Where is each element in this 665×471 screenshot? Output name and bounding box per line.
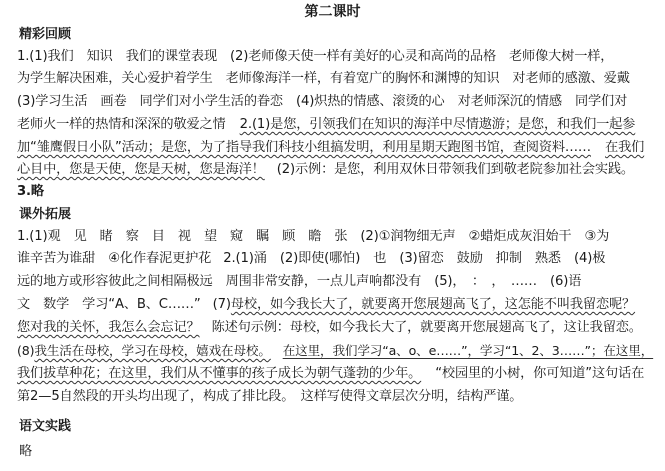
section-heading-review: 精彩回顾 bbox=[19, 27, 72, 42]
extension-line-1: 1.(1)观 见 睹 察 目 视 望 窥 瞩 顾 瞻 张 (2)①润物细无声 ②蜡炬成灰泪始干 ③为 bbox=[17, 229, 610, 244]
extension-item-8-answer-d: “校园里的小树，你可知道”这句话在 bbox=[435, 366, 645, 381]
extension-line-8: 第2—5自然段的开头均出现了，构成了排比段。 这样写使得文章层次分明，结构严谨。 bbox=[17, 389, 523, 404]
extension-item-8-label: (8) bbox=[17, 343, 35, 358]
extension-item-7-answer-cont: 您对我的关怀，我怎么会忘记？ bbox=[17, 320, 200, 335]
extension-line-7 bbox=[17, 365, 655, 383]
extension-item-7-example: 陈述句示例：母校，如今我长大了，就要离开您展翅高飞了，这让我留恋。 bbox=[211, 320, 642, 335]
review-line-5 bbox=[17, 139, 655, 157]
review-line-4-text: 老师火一样的热情和深深的敬爱之情 bbox=[17, 117, 226, 132]
extension-item-7-label: (7) bbox=[212, 297, 231, 312]
extension-line-4 bbox=[17, 296, 655, 314]
extension-line-2a: 谁辛苦为谁甜 ④化作春泥更护花 bbox=[17, 251, 212, 266]
review-answer-2-part-d: 心目中，您是天使，您是天树，您是海洋！ bbox=[17, 162, 265, 177]
extension-item-7-answer: 母校，如今我长大了，就要离开您展翅高飞了，这怎能不叫我留恋呢？ bbox=[230, 297, 636, 312]
section-heading-practice: 语文实践 bbox=[19, 419, 72, 434]
page-title: 第二课时 bbox=[304, 4, 361, 20]
extension-line-4a: 文 数学 学习“A、B、C……” bbox=[17, 297, 201, 312]
section-heading-extension: 课外拓展 bbox=[19, 207, 72, 222]
review-answer-2-part-a: 2.(1)是您，引领我们在知识的海洋中尽情遨游；是您，和我们一起参 bbox=[239, 117, 636, 132]
practice-line-1: 略 bbox=[19, 444, 33, 459]
extension-line-6 bbox=[17, 342, 655, 360]
review-line-6 bbox=[17, 161, 655, 179]
extension-line-5 bbox=[17, 319, 655, 337]
review-line-1: 1.(1)我们 知识 我们的课堂表现 (2)老师像天使一样有美好的心灵和高尚的品格 老师像大树一样， bbox=[17, 49, 614, 64]
extension-line-2 bbox=[17, 250, 655, 268]
review-line-3: (3)学习生活 画卷 同学们对小学生活的眷恋 (4)炽热的情感、滚烫的心 对老师深沉的情感 同学们对 bbox=[17, 94, 628, 109]
extension-item-8-answer-a: 我生活在母校，学习在母校，嬉戏在母校。 bbox=[34, 343, 271, 358]
extension-item-8-answer-c: 我们拔草种花；在这里，我们从不懂事的孩子成长为朝气蓬勃的少年。 bbox=[17, 366, 422, 381]
review-answer-2-part-b: 加“雏鹰假日小队”活动；是您，为了指导我们科技小组搞发明，利用星期天跑图书馆，查阅资料…… bbox=[17, 140, 591, 155]
review-line-2: 为学生解决困难，关心爱护着学生 老师像海洋一样，有着宽广的胸怀和渊博的知识 对老师的感激、爱戴 bbox=[17, 71, 630, 86]
extension-line-2b: 2.(1)涌 (2)即使(哪怕) 也 (3)留恋 鼓励 抑制 熟悉 (4)极 bbox=[223, 251, 606, 266]
review-line-4 bbox=[17, 116, 655, 134]
extension-line-3: 远的地方或形容彼此之间相隔极远 周围非常安静，一点儿声响都没有 (5)， ： ， …… (6)语 bbox=[17, 274, 582, 289]
review-answer-2-part-c: 在我们 bbox=[605, 140, 645, 155]
extension-item-8-answer-b: 在这里，我们学习“a、o、e……”，学习“1、2、3……”；在这里， bbox=[282, 343, 654, 358]
review-line-7: 3.略 bbox=[17, 184, 44, 199]
review-answer-2-example: (2)示例：是您，利用双休日带领我们到敬老院参加社会实践。 bbox=[276, 162, 634, 177]
